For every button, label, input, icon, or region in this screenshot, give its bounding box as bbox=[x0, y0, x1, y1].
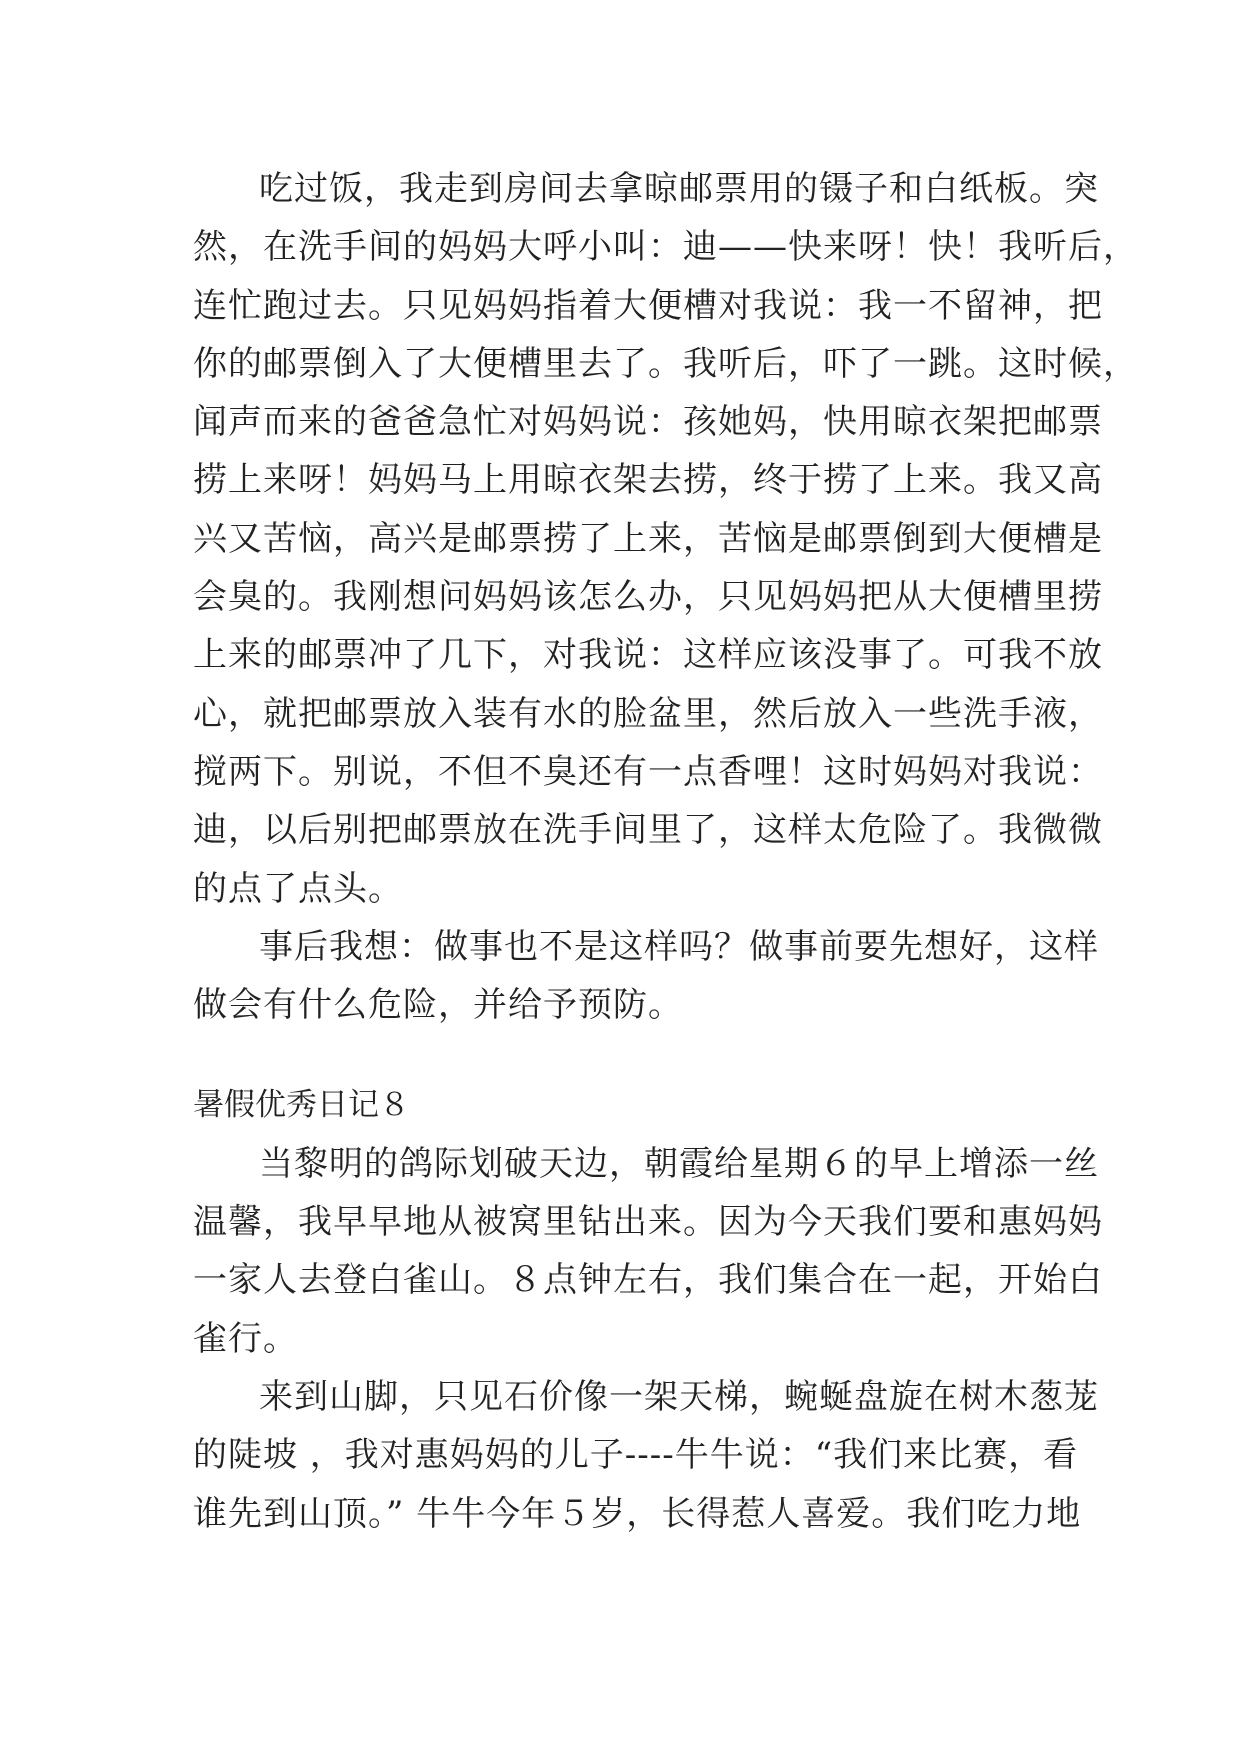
text-line: 会臭的。我刚想问妈妈该怎么办，只见妈妈把从大便槽里捞 bbox=[193, 577, 1103, 618]
text-line: 的陡坡 ，我对惠妈妈的儿子----牛牛说：“我们来比赛，看 bbox=[193, 1435, 1079, 1476]
text-line: 心，就把邮票放入装有水的脸盆里，然后放入一些洗手液， bbox=[193, 693, 1103, 734]
text-line: 吃过饭，我走到房间去拿晾邮票用的镊子和白纸板。突 bbox=[259, 169, 1099, 209]
text-line: 温馨，我早早地从被窝里钻出来。因为今天我们要和惠妈妈 bbox=[193, 1202, 1103, 1243]
text-line: 兴又苦恼，高兴是邮票捞了上来，苦恼是邮票倒到大便槽是 bbox=[193, 518, 1103, 559]
text-line: 雀行。 bbox=[193, 1318, 298, 1359]
section-heading: 暑假优秀日记８ bbox=[193, 1087, 410, 1124]
paragraph-4 bbox=[193, 1368, 1099, 1543]
text-line: 然，在洗手间的妈妈大呼小叫：迪——快来呀！快！我听后， bbox=[193, 227, 1138, 268]
text-line: 捞上来呀！妈妈马上用晾衣架去捞，终于捞了上来。我又高 bbox=[193, 460, 1103, 501]
text-line: 做会有什么危险，并给予预防。 bbox=[193, 985, 683, 1026]
text-line: 当黎明的鸽际划破天边，朝霞给星期６的早上增添一丝 bbox=[259, 1143, 1099, 1184]
text-line: 上来的邮票冲了几下，对我说：这样应该没事了。可我不放 bbox=[193, 635, 1103, 676]
paragraph-2 bbox=[193, 918, 1099, 1035]
document-page bbox=[193, 160, 1138, 1543]
text-line: 一家人去登白雀山。８点钟左右，我们集合在一起，开始白 bbox=[193, 1260, 1103, 1301]
text-line: 闻声而来的爸爸急忙对妈妈说：孩她妈，快用晾衣架把邮票 bbox=[193, 402, 1103, 443]
text-line: 谁先到山顶。” 牛牛今年５岁，长得惹人喜爱。我们吃力地 bbox=[193, 1493, 1082, 1534]
paragraph-1 bbox=[193, 160, 1138, 918]
text-line: 的点了点头。 bbox=[193, 868, 403, 909]
text-line: 来到山脚，只见石价像一架天梯，蜿蜒盘旋在树木葱茏 bbox=[259, 1376, 1099, 1417]
text-line: 连忙跑过去。只见妈妈指着大便槽对我说：我一不留神，把 bbox=[193, 285, 1103, 326]
paragraph-3 bbox=[193, 1135, 1103, 1368]
text-line: 搅两下。别说，不但不臭还有一点香哩！这时妈妈对我说： bbox=[193, 751, 1103, 792]
text-line: 你的邮票倒入了大便槽里去了。我听后，吓了一跳。这时候， bbox=[193, 343, 1138, 384]
text-line: 迪，以后别把邮票放在洗手间里了，这样太危险了。我微微 bbox=[193, 810, 1103, 851]
text-line: 事后我想：做事也不是这样吗？做事前要先想好，这样 bbox=[259, 926, 1099, 967]
section-spacer bbox=[193, 1034, 1053, 1076]
